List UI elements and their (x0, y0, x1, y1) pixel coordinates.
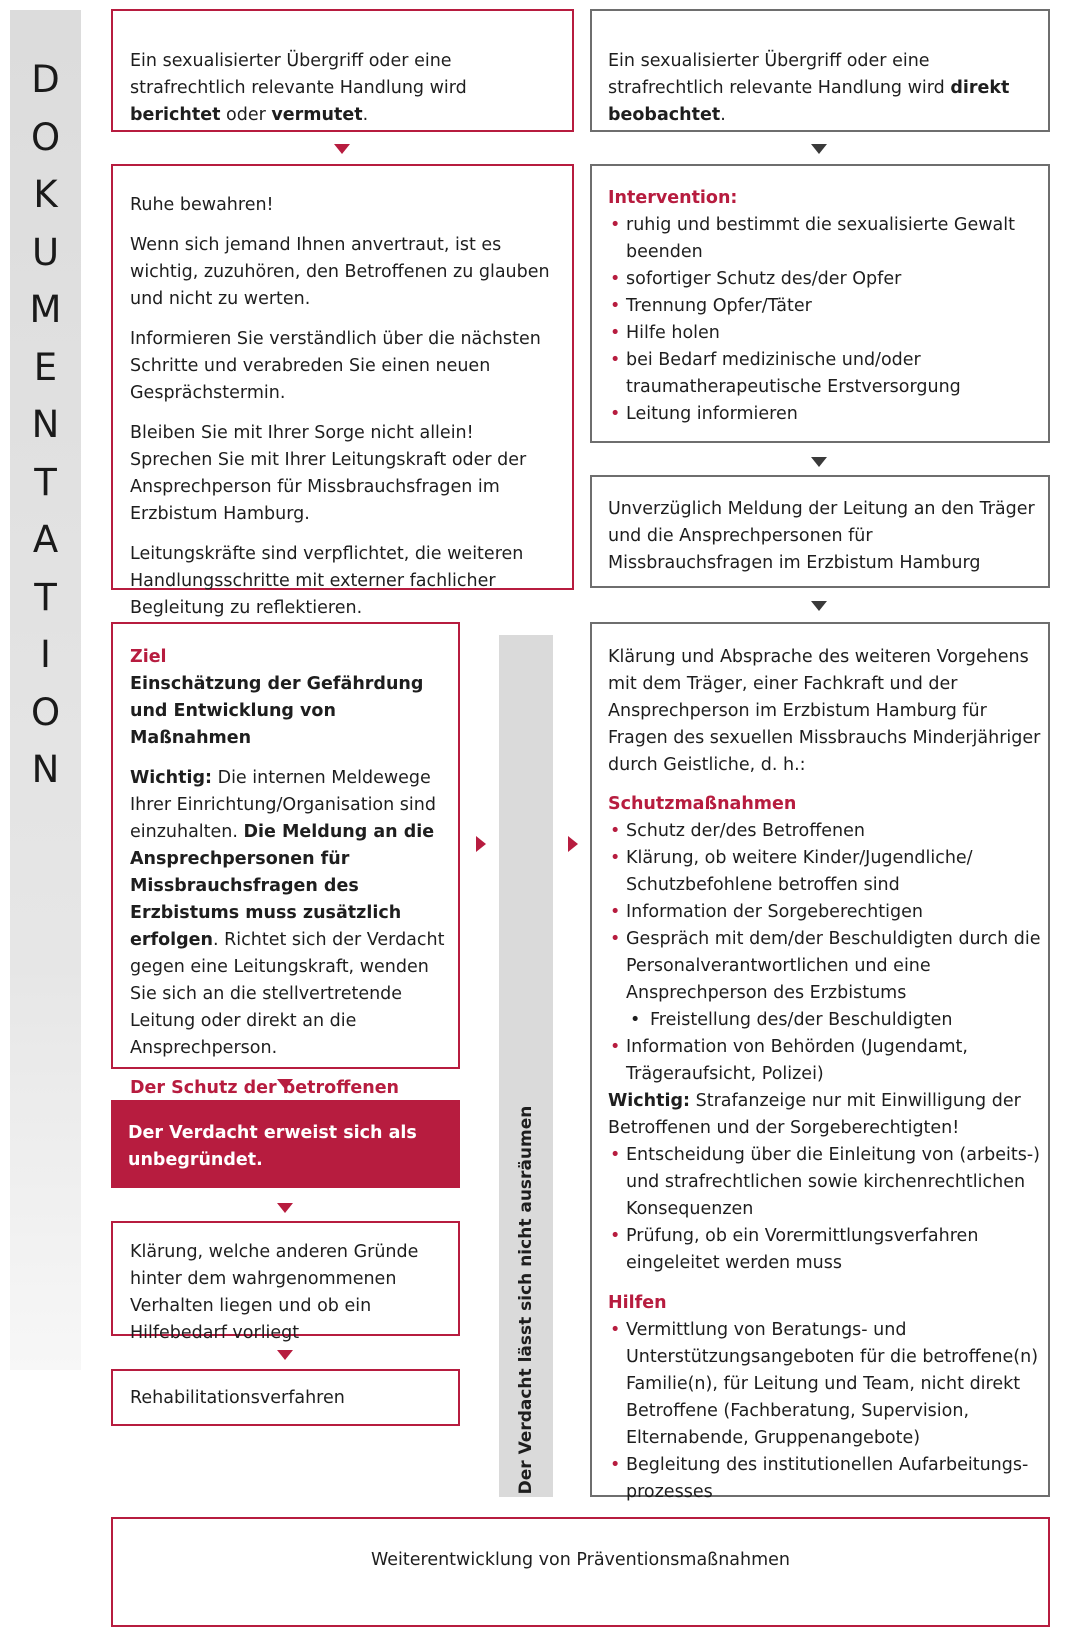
stay-calm-text: Ruhe bewahren! (130, 195, 274, 215)
sidebar-letter: K (33, 173, 58, 216)
sidebar-letter: O (30, 115, 61, 159)
sidebar-letter: D (31, 58, 60, 101)
sidebar-letter: A (32, 518, 59, 561)
box2-end: . (720, 105, 726, 125)
arrow-down-icon (277, 1203, 293, 1213)
help-title: Hilfen (608, 1293, 667, 1313)
arrow-down-icon (277, 1079, 293, 1089)
list-item: • Hilfe holen (608, 320, 1038, 347)
clarification-agreement-box (590, 622, 1050, 1502)
box1-text: Ein sexualisierter Übergriff oder eine strafrechtlich relevante Handlung wird (130, 51, 467, 98)
box1-end: . (362, 105, 369, 125)
list-item: • Trennung Opfer/Täter (608, 293, 1038, 320)
leaders-obligated-text: Leitungskräfte sind verpflichtet, die weiteren Handlungsschritte mit externer fachlicher Begleitung zu reflektieren. (130, 544, 524, 618)
sidebar-letter: I (40, 633, 51, 676)
agreement-intro-text: Klärung und Absprache des weiteren Vorgehens mit dem Träger, einer Fachkraft und der Ansprechperson im Erzbistum Hamburg für Fragen des sexuellen Missbrauchs Minderjähriger durch Geistliche, d. h.: (608, 647, 1041, 775)
reported-suspected-box (111, 9, 574, 132)
list-item: • Prüfung, ob ein Vorermittlungsverfahren eingeleitet werden muss (608, 1223, 1044, 1277)
box2-bold-observed: direkt beobachtet (608, 78, 1010, 125)
arrow-right-icon (476, 836, 486, 852)
clarification-box (111, 1221, 460, 1343)
list-item: • Freistellung des/der Beschuldigten (608, 1007, 1044, 1034)
goal-heading: Ziel (130, 647, 167, 667)
help-list (608, 1317, 1044, 1506)
sidebar-letter: M (29, 288, 62, 331)
consequences-list (608, 1142, 1044, 1277)
important-label: Wichtig: (608, 1091, 691, 1111)
list-item: • Vermittlung von Beratungs- und Unterstützungsangeboten für die betroffene(n) Familie(n), für Leitung und Team, nicht direkt Betroffene (Fachberatung, Supervision, Elternabende, Gruppenangebote) (608, 1317, 1044, 1452)
sidebar-letter: N (31, 403, 60, 446)
suspicion-not-cleared-label: Der Verdacht lässt sich nicht ausräumen (516, 1105, 536, 1495)
prevention-text: Weiterentwicklung von Präventionsmaßnahmen (370, 1550, 791, 1570)
list-item: • ruhig und bestimmt die sexualisierte Gewalt beenden (608, 212, 1038, 266)
list-item: • bei Bedarf medizinische und/oder traumatherapeutische Erstversorgung (608, 347, 1038, 401)
priority-text: Der Schutz der betroffenen (130, 1078, 400, 1098)
protective-measures-sublist (608, 1007, 1044, 1034)
report-to-carrier-box (590, 475, 1050, 588)
arrow-down-icon (277, 1350, 293, 1360)
protective-measures-list (608, 818, 1044, 1007)
list-item: • Leitung informieren (608, 401, 1038, 428)
rehabilitation-text: Rehabilitationsverfahren (130, 1388, 345, 1408)
rehabilitation-box (111, 1369, 460, 1426)
unfounded-box (111, 1100, 460, 1188)
list-item: • Begleitung des institutionellen Aufarbeitungsprozesses (608, 1452, 1044, 1506)
box1-bold-suspected: vermutet (271, 105, 363, 125)
list-item: • Schutz der/des Betroffenen (608, 818, 1044, 845)
dont-be-alone-text: Bleiben Sie mit Ihrer Sorge nicht allein! Sprechen Sie mit Ihrer Leitungskraft oder der Ansprechperson für Missbrauchsfragen im Erzbistum Hamburg. (130, 423, 527, 524)
goal-box (111, 622, 460, 1098)
list-item: • Klärung, ob weitere Kinder/Jugendliche/ Schutzbefohlene betroffen sind (608, 845, 1044, 899)
box1-mid: oder (220, 105, 272, 125)
criminal-complaint-text: Strafanzeige nur mit Einwilligung der Betroffenen und der Sorgeberechtigten! (608, 1091, 1021, 1138)
authorities-list (608, 1034, 1044, 1088)
list-item: • Entscheidung über die Einleitung von (arbeits-) und strafrechtlichen sowie kirchenrechtlichen Konsequenzen (608, 1142, 1044, 1223)
report-to-carrier-text: Unverzüglich Meldung der Leitung an den Träger und die Ansprechpersonen für Missbrauchsfragen im Erzbistum Hamburg (608, 499, 1035, 573)
box1-bold-reported: berichtet (130, 105, 221, 125)
stay-calm-box (111, 164, 574, 618)
sidebar-letter: E (33, 345, 58, 389)
goal-important-paragraph (130, 765, 452, 1062)
sidebar-letter: T (34, 575, 57, 619)
important-end-text: . Richtet sich der Verdacht gegen eine Leitungskraft, wenden Sie sich an die stellvertretende Leitung oder direkt an die Ansprechperson. (130, 930, 445, 1058)
sidebar-letter: O (30, 690, 61, 734)
list-item: • Gespräch mit dem/der Beschuldigten durch die Personalverantwortlichen und eine Ansprechperson des Erzbistums (608, 926, 1044, 1007)
arrow-down-icon (811, 144, 827, 154)
listen-text: Wenn sich jemand Ihnen anvertraut, ist es wichtig, zuzuhören, den Betroffenen zu glauben und nicht zu werten. (130, 235, 550, 309)
arrow-down-icon (811, 601, 827, 611)
list-item: • Information der Sorgeberechtigen (608, 899, 1044, 926)
sidebar-letter: T (34, 460, 57, 504)
box2-text: Ein sexualisierter Übergriff oder eine strafrechtlich relevante Handlung wird (608, 51, 951, 98)
protective-measures-title: Schutzmaßnahmen (608, 794, 797, 814)
intervention-title: Intervention: (608, 188, 738, 208)
prevention-box (111, 1517, 1050, 1627)
observed-box (590, 9, 1050, 132)
intervention-list (608, 212, 1038, 428)
documentation-sidebar (10, 10, 81, 1370)
goal-subheading: Einschätzung der Gefährdung und Entwicklung von Maßnahmen (130, 674, 424, 748)
arrow-down-icon (811, 457, 827, 467)
sidebar-letter: N (31, 748, 60, 791)
arrow-right-icon (568, 836, 578, 852)
clarification-text: Klärung, welche anderen Gründe hinter dem wahrgenommenen Verhalten liegen und ob ein Hilfebedarf vorliegt (130, 1242, 419, 1343)
unfounded-text: Der Verdacht erweist sich als unbegründet. (128, 1123, 417, 1170)
sidebar-letter: U (31, 230, 60, 274)
inform-text: Informieren Sie verständlich über die nächsten Schritte und verabreden Sie einen neuen Gesprächstermin. (130, 329, 541, 403)
intervention-box (590, 164, 1050, 443)
list-item: • Information von Behörden (Jugendamt, Trägeraufsicht, Polizei) (608, 1034, 1044, 1088)
important-text: Die internen Meldewege Ihrer Einrichtung/Organisation sind einzuhalten. (130, 768, 436, 842)
list-item: • sofortiger Schutz des/der Opfer (608, 266, 1038, 293)
important-bold-text: Die Meldung an die Ansprechpersonen für Missbrauchsfragen des Erzbistums muss zusätzlich erfolgen (130, 822, 435, 950)
criminal-complaint-paragraph (608, 1088, 1044, 1142)
important-label: Wichtig: (130, 768, 213, 788)
arrow-down-icon (334, 144, 350, 154)
